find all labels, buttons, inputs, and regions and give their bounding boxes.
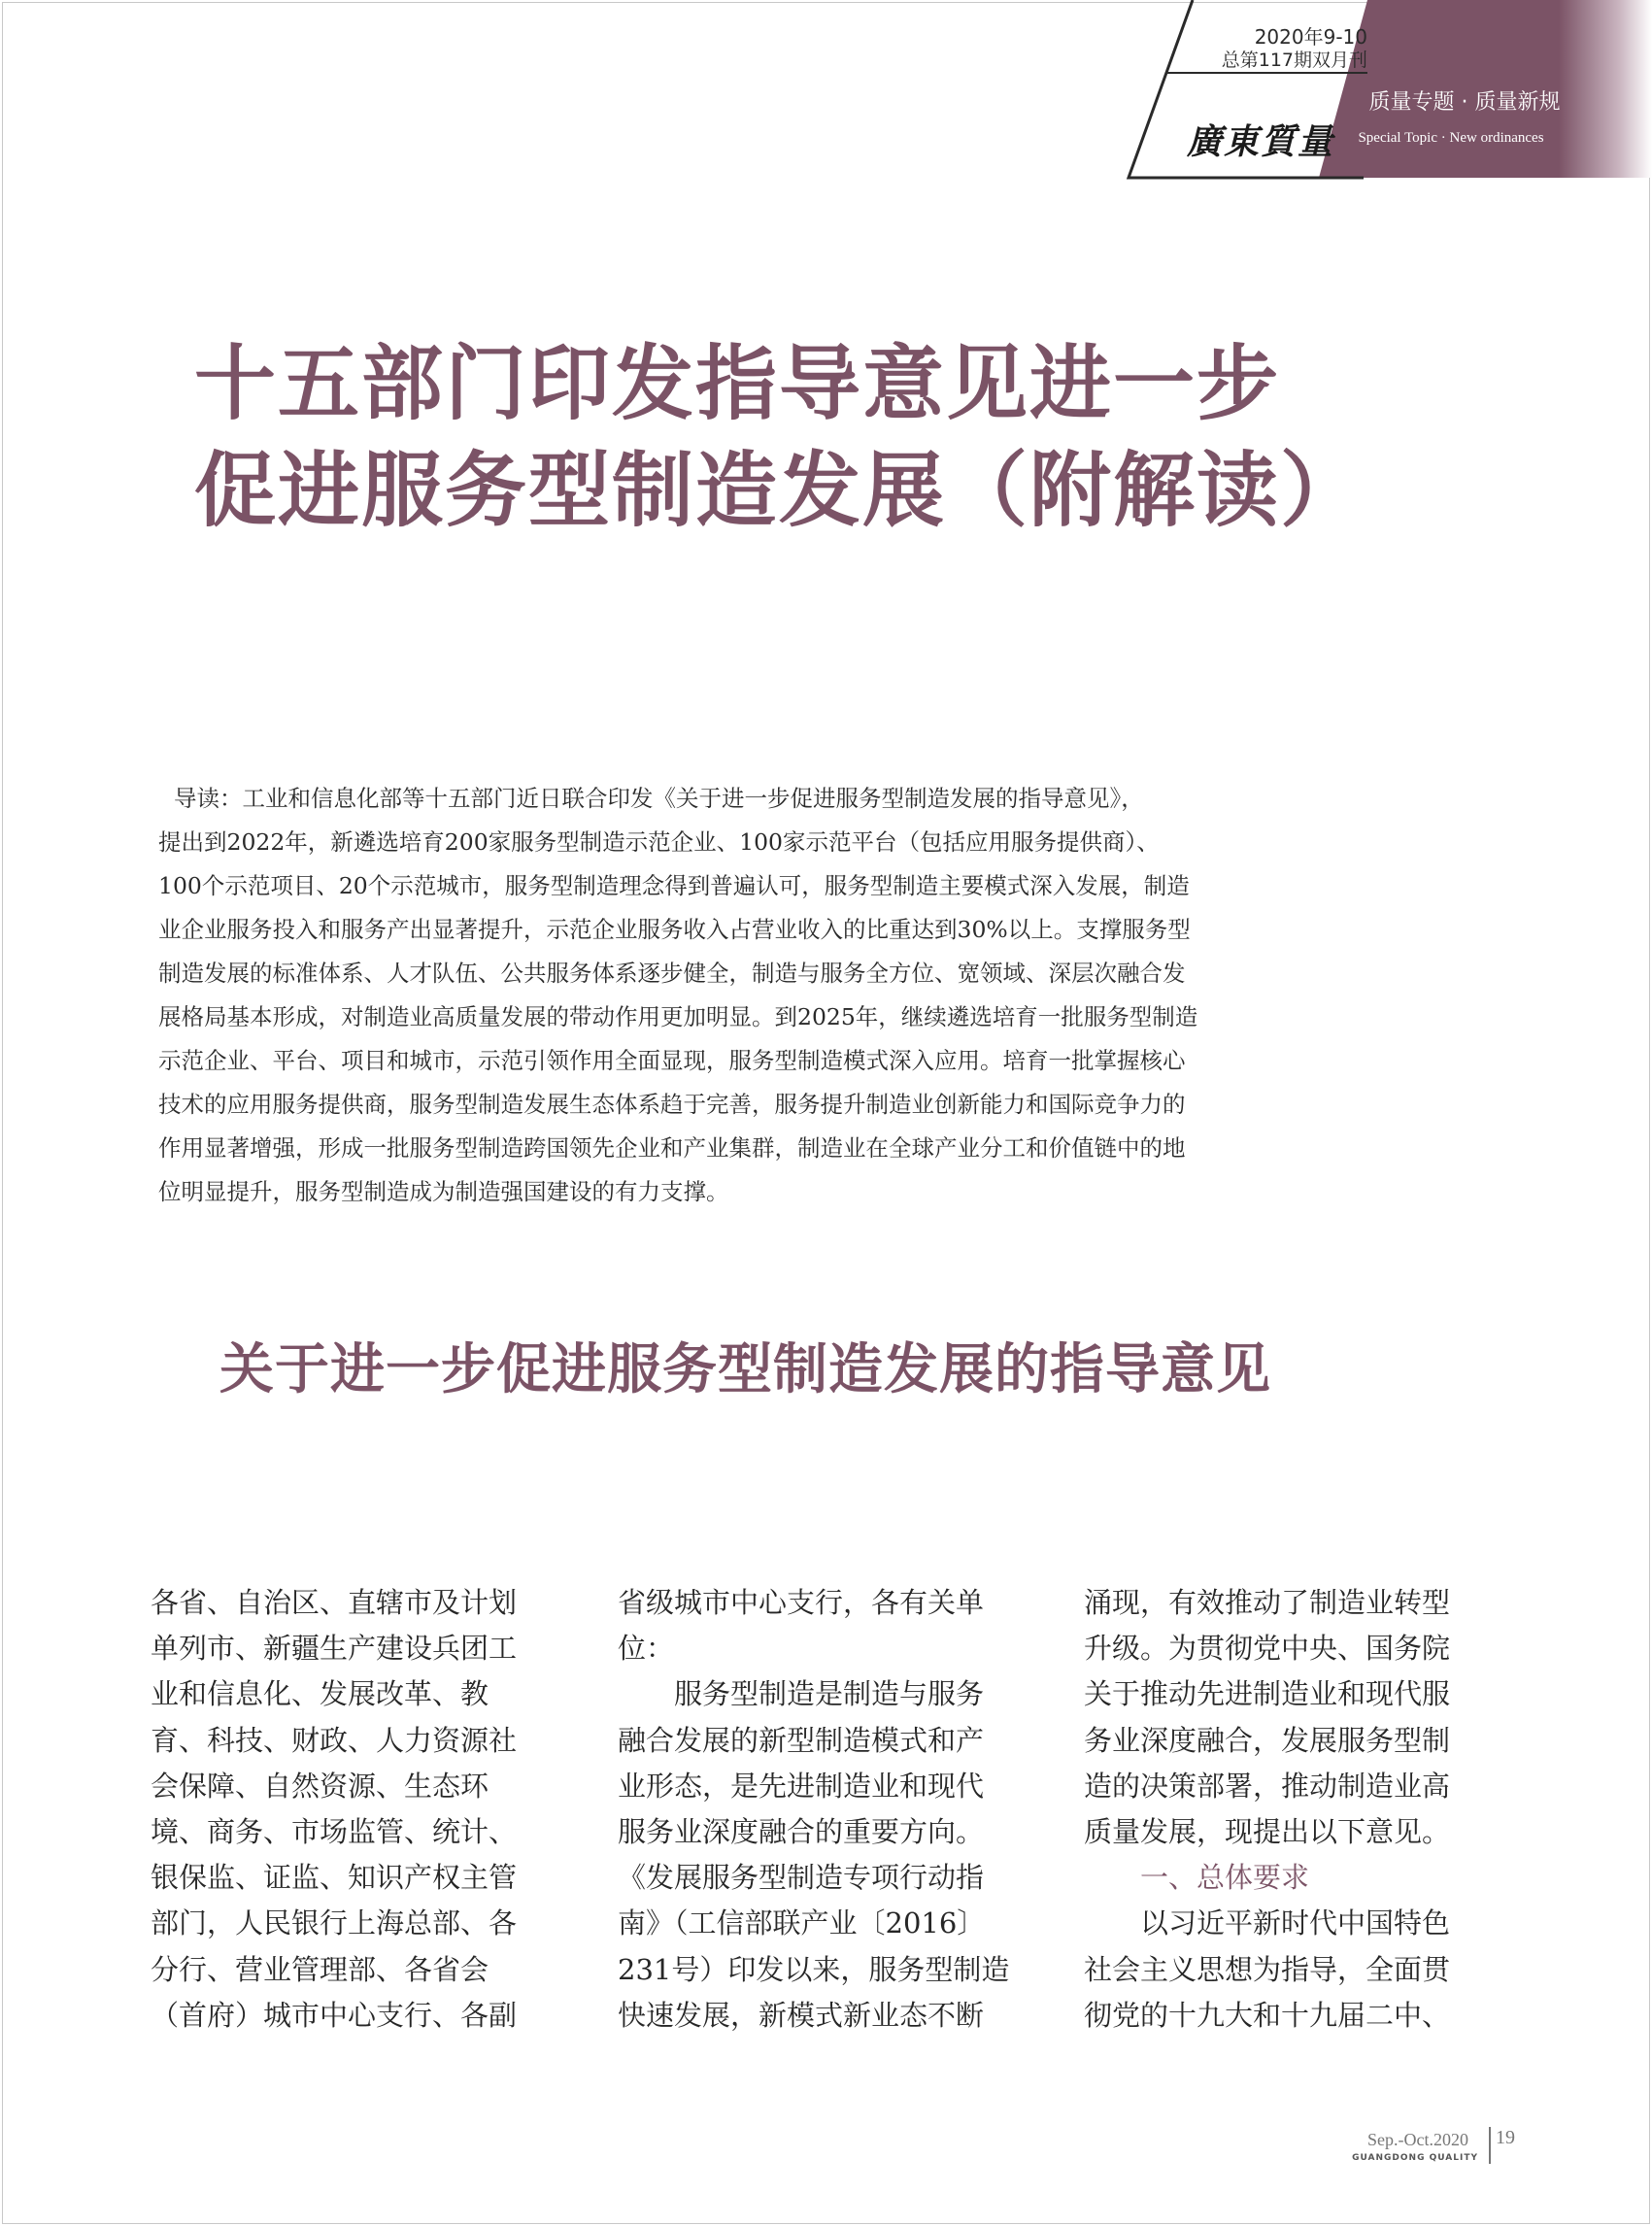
column-line: 231号）印发以来，服务型制造 — [618, 1952, 1010, 1986]
column-line: 质量发展，现提出以下意见。 — [1084, 1815, 1451, 1849]
footer-brand: GUANGDONG QUALITY — [1352, 2153, 1478, 2163]
page-title — [194, 330, 1457, 544]
column-line: 社会主义思想为指导，全面贯 — [1084, 1952, 1451, 1986]
column-line: 位： — [618, 1632, 675, 1666]
intro-line: 作用显著增强，形成一批服务型制造跨国领先企业和产业集群，制造业在全球产业分工和价值链中的地 — [158, 1134, 1186, 1162]
text-column-1 — [151, 1580, 539, 2039]
column-line: 服务型制造是制造与服务 — [618, 1677, 985, 1711]
section-label-cn: 质量专题 · 质量新规 — [1368, 90, 1561, 115]
title-line: 十五部门印发指导意见进一步 — [194, 335, 1281, 431]
column-line: 会保障、自然资源、生态环 — [151, 1769, 489, 1803]
column-line: 育、科技、财政、人力资源社 — [151, 1723, 518, 1757]
column-line: 南》（工信部联产业〔2016〕 — [618, 1906, 986, 1940]
intro-line: 导读：工业和信息化部等十五部门近日联合印发《关于进一步促进服务型制造发展的指导意见》， — [174, 785, 1144, 812]
text-column-3 — [1084, 1580, 1472, 2039]
column-line: 单列市、新疆生产建设兵团工 — [151, 1632, 518, 1666]
column-line: 业形态，是先进制造业和现代 — [618, 1769, 985, 1803]
text-column-2 — [618, 1580, 1010, 2039]
section-label-en: Special Topic · New ordinances — [1358, 130, 1544, 146]
section-heading: 一、总体要求 — [1084, 1861, 1310, 1895]
intro-line: 展格局基本形成，对制造业高质量发展的带动作用更加明显。到2025年，继续遴选培育一批服务型制造 — [158, 1003, 1198, 1030]
column-line: 升级。为贯彻党中央、国务院 — [1084, 1632, 1451, 1666]
column-line: 部门，人民银行上海总部、各 — [151, 1906, 518, 1940]
column-line: 融合发展的新型制造模式和产 — [618, 1723, 985, 1757]
column-line: 银保监、证监、知识产权主管 — [151, 1861, 518, 1895]
intro-line: 示范企业、平台、项目和城市，示范引领作用全面显现，服务型制造模式深入应用。培育一批掌握核心 — [158, 1047, 1186, 1074]
intro-paragraph — [158, 777, 1495, 1214]
column-line: 境、商务、市场监管、统计、 — [151, 1815, 518, 1849]
footer-divider — [1489, 2127, 1491, 2164]
column-line: 《发展服务型制造专项行动指 — [618, 1861, 985, 1895]
intro-line: 技术的应用服务提供商，服务型制造发展生态体系趋于完善，服务提升制造业创新能力和国际竞争力的 — [158, 1091, 1186, 1118]
column-line: 关于推动先进制造业和现代服 — [1084, 1677, 1451, 1711]
page-number: 19 — [1496, 2127, 1515, 2148]
column-line: （首府）城市中心支行、各副 — [151, 1998, 518, 2032]
column-line: 各省、自治区、直辖市及计划 — [151, 1586, 518, 1619]
column-line: 业和信息化、发展改革、教 — [151, 1677, 489, 1711]
column-line: 涌现，有效推动了制造业转型 — [1084, 1586, 1451, 1619]
issue-number: 总第117期双月刊 — [1221, 50, 1367, 71]
intro-line: 位明显提升，服务型制造成为制造强国建设的有力支撑。 — [158, 1178, 729, 1205]
intro-line: 业企业服务投入和服务产出显著提升，示范企业服务收入占营业收入的比重达到30%以上。支撑服务型 — [158, 916, 1191, 943]
title-line: 促进服务型制造发展（附解读） — [194, 442, 1365, 538]
intro-line: 制造发展的标准体系、人才队伍、公共服务体系逐步健全，制造与服务全方位、宽领域、深层次融合发 — [158, 960, 1186, 987]
column-line: 造的决策部署，推动制造业高 — [1084, 1769, 1451, 1803]
column-line: 彻党的十九大和十九届二中、 — [1084, 1998, 1451, 2032]
column-line: 快速发展，新模式新业态不断 — [618, 1998, 985, 2032]
footer-date: Sep.-Oct.2020 — [1367, 2130, 1468, 2149]
column-line: 务业深度融合，发展服务型制 — [1084, 1723, 1451, 1757]
section-title: 关于进一步促进服务型制造发展的指导意见 — [219, 1337, 1271, 1401]
intro-line: 提出到2022年，新遴选培育200家服务型制造示范企业、100家示范平台（包括应用服务提供商）、 — [158, 828, 1160, 856]
column-line: 服务业深度融合的重要方向。 — [618, 1815, 985, 1849]
column-line: 分行、营业管理部、各省会 — [151, 1952, 489, 1986]
magazine-logo: 廣東質量 — [1187, 121, 1335, 162]
issue-date: 2020年9-10 — [1254, 25, 1367, 49]
intro-line: 100个示范项目、20个示范城市，服务型制造理念得到普遍认可，服务型制造主要模式深入发展，制造 — [158, 872, 1190, 899]
column-line: 以习近平新时代中国特色 — [1084, 1906, 1451, 1940]
column-line: 省级城市中心支行，各有关单 — [618, 1586, 985, 1619]
